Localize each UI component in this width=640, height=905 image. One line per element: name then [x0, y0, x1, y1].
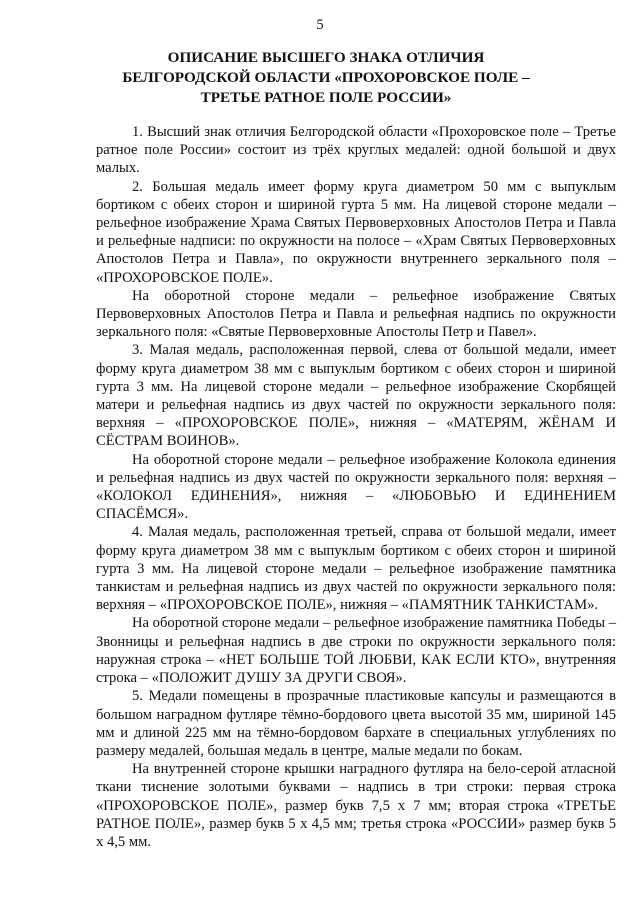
- title-line-1: ОПИСАНИЕ ВЫСШЕГО ЗНАКА ОТЛИЧИЯ: [167, 49, 485, 66]
- document-body: [96, 123, 616, 851]
- document-title: [96, 48, 556, 108]
- paragraph-9: На внутренней стороне крышки наградного футляра на бело-серой атласной ткани тиснение золотыми буквами – надпись в три строки: первая строка «ПРОХОРОВСКОЕ ПОЛЕ», размер букв 7,5 х 7 мм; вторая строка «ТРЕТЬЕ РАТНОЕ ПОЛЕ», размер букв 5 х 4,5 мм; третья строка «РОССИИ» размер букв 5 х 4,5 мм.: [96, 761, 616, 850]
- paragraph-3: На оборотной стороне медали – рельефное изображение Святых Первоверховных Апостолов Петра и Павла и рельефная надпись по окружности зеркального поля: «Святые Первоверховные Апостолы Петр и Павел».: [96, 287, 616, 341]
- title-line-3: ТРЕТЬЕ РАТНОЕ ПОЛЕ РОССИИ»: [200, 89, 452, 106]
- paragraph-5: На оборотной стороне медали – рельефное изображение Колокола единения и рельефная надпись из двух частей по окружности зеркального поля: верхняя – «КОЛОКОЛ ЕДИНЕНИЯ», нижняя – «ЛЮБОВЬЮ И ЕДИНЕНИЕМ СПАСЁМСЯ».: [96, 451, 616, 523]
- title-line-2: БЕЛГОРОДСКОЙ ОБЛАСТИ «ПРОХОРОВСКОЕ ПОЛЕ –: [122, 69, 530, 86]
- paragraph-6: 4. Малая медаль, расположенная третьей, справа от большой медали, имеет форму круга диаметром 38 мм с выпуклым бортиком с обеих сторон и шириной гурта 3 мм. На лицевой стороне медали – рельефное изображение памятника танкистам и рельефная надпись из двух частей по окружности зеркального поля: верхняя – «ПРОХОРОВСКОЕ ПОЛЕ», нижняя – «ПАМЯТНИК ТАНКИСТАМ».: [96, 524, 616, 614]
- paragraph-4: 3. Малая медаль, расположенная первой, слева от большой медали, имеет форму круга диаметром 38 мм с выпуклым бортиком с обеих сторон и шириной гурта 3 мм. На лицевой стороне медали – рельефное изображение Скорбящей матери и рельефная надпись из двух частей по окружности зеркального поля: верхняя – «ПРОХОРОВСКОЕ ПОЛЕ», нижняя – «МАТЕРЯМ, ЖЁНАМ И СЁСТРАМ ВОИНОВ».: [96, 342, 616, 450]
- paragraph-7: На оборотной стороне медали – рельефное изображение памятника Победы – Звонницы и рельефная надпись в две строки по окружности зеркального поля: наружная строка – «НЕТ БОЛЬШЕ ТОЙ ЛЮБВИ, КАК ЕСЛИ КТО», внутренняя строка – «ПОЛОЖИТ ДУШУ ЗА ДРУГИ СВОЯ».: [96, 615, 616, 687]
- paragraph-2: 2. Большая медаль имеет форму круга диаметром 50 мм с выпуклым бортиком с обеих сторон и шириной гурта 5 мм. На лицевой стороне медали – рельефное изображение Храма Святых Первоверховных Апостолов Петра и Павла и рельефные надписи: по окружности на полосе – «Храм Святых Первоверховных Апостолов Петра и Павла», по окружности внутреннего зеркального поля – «ПРОХОРОВСКОЕ ПОЛЕ».: [96, 178, 616, 286]
- paragraph-1: 1. Высший знак отличия Белгородской области «Прохоровское поле – Третье ратное поле России» состоит из трёх круглых медалей: одной большой и двух малых.: [96, 124, 616, 177]
- paragraph-8: 5. Медали помещены в прозрачные пластиковые капсулы и размещаются в большом наградном футляре тёмно-бордового цвета высотой 35 мм, шириной 145 мм и длиной 225 мм на тёмно-бордовом бархате в специальных углублениях по размеру медалей, большая медаль в центре, малые медали по бокам.: [96, 688, 616, 759]
- page-number: 5: [316, 17, 324, 33]
